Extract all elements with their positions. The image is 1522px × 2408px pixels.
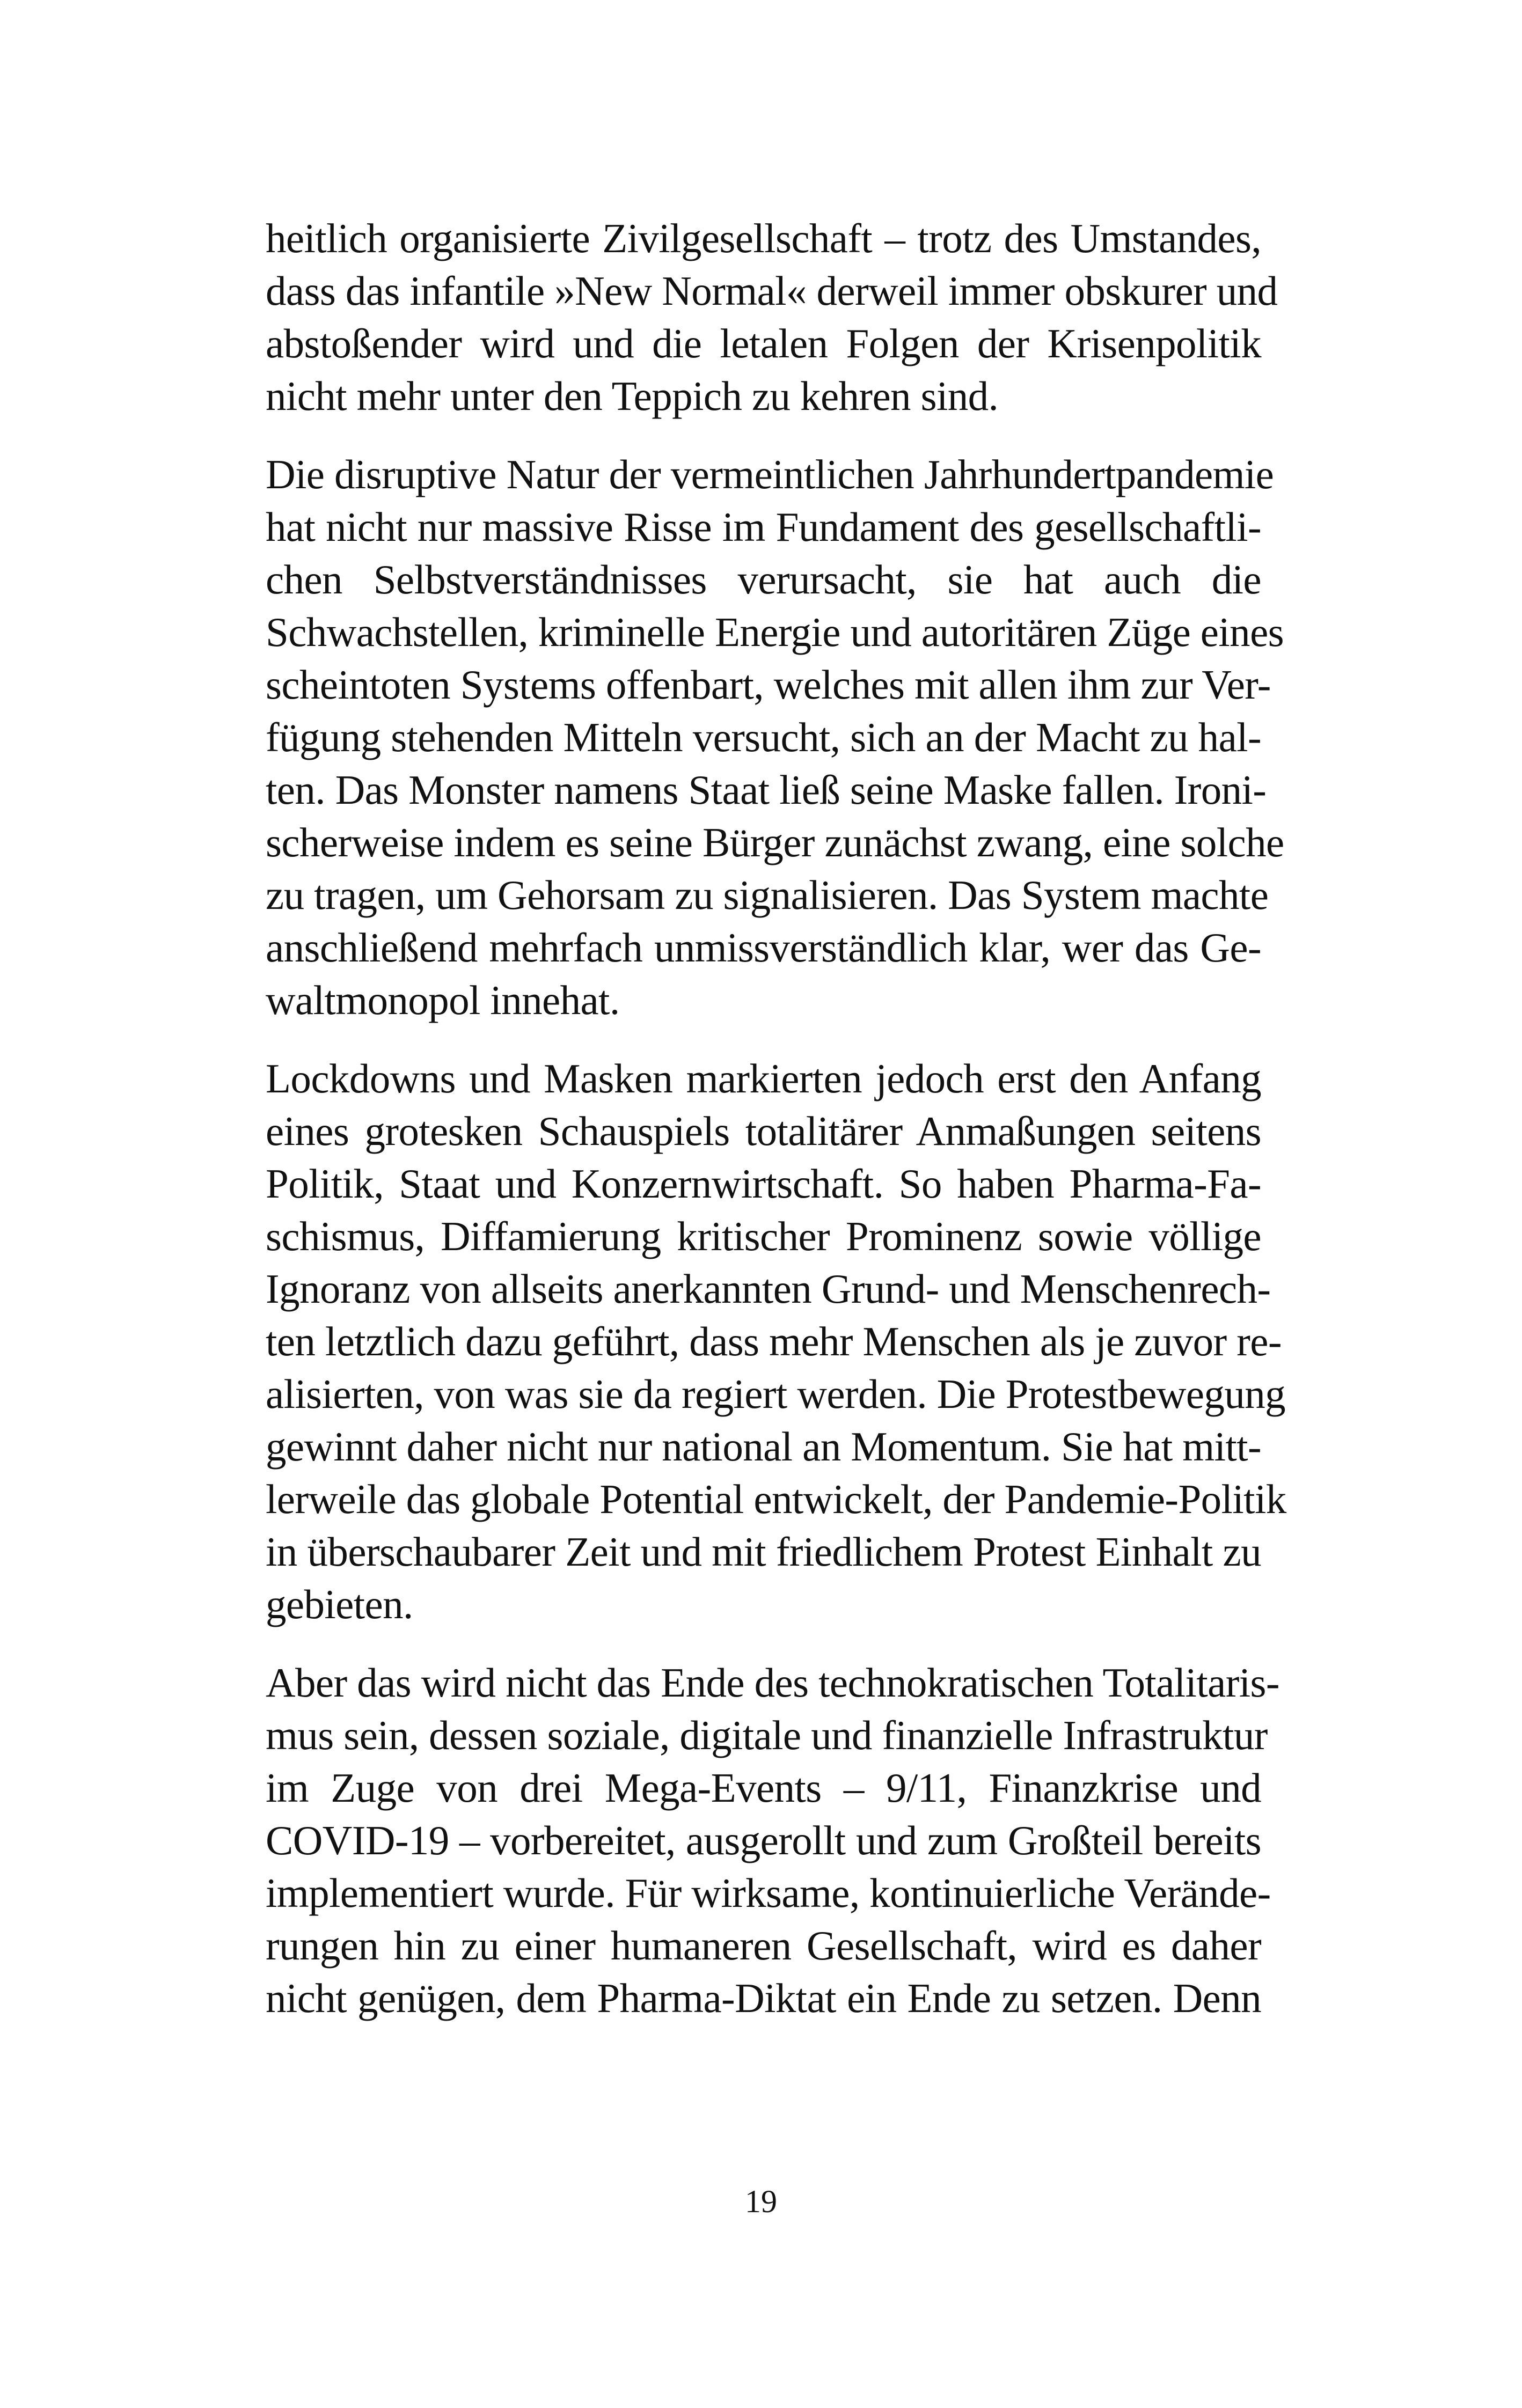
text-line: Lockdowns und Masken markierten jedoch erst den Anfang [266,1055,1261,1102]
paragraph-1 [266,212,1278,422]
text-line: zu tragen, um Gehorsam zu signalisieren. Das System machte [266,872,1269,918]
text-line: hat nicht nur massive Risse im Fundament des gesellschaftli- [266,504,1261,550]
text-line: scherweise indem es seine Bürger zunächst zwang, eine solche [266,819,1284,865]
body-text [266,212,1286,2050]
text-line: abstoßender wird und die letalen Folgen der Krisenpolitik [266,320,1261,366]
page-number: 19 [745,2184,777,2219]
text-line: ten letztlich dazu geführt, dass mehr Menschen als je zuvor re- [266,1318,1282,1364]
text-line: gebieten. [266,1581,413,1627]
text-line: heitlich organisierte Zivilgesellschaft – trotz des Umstandes, [266,215,1261,261]
text-line: COVID-19 – vorbereitet, ausgerollt und zum Großteil bereits [266,1817,1261,1863]
text-line: waltmonopol innehat. [266,977,620,1023]
paragraph-4 [266,1656,1279,2024]
text-line: scheintoten Systems offenbart, welches mit allen ihm zur Ver- [266,662,1271,708]
text-line: mus sein, dessen soziale, digitale und finanzielle Infrastruktur [266,1712,1268,1758]
paragraph-2 [266,448,1284,1026]
text-line: nicht genügen, dem Pharma-Diktat ein Ende zu setzen. Denn [266,1975,1261,2021]
text-line: fügung stehenden Mitteln versucht, sich an der Macht zu hal- [266,714,1261,760]
text-line: anschließend mehrfach unmissverständlich klar, wer das Ge- [266,924,1261,971]
text-line: lerweile das globale Potential entwickelt, der Pandemie-Politik [266,1476,1286,1522]
paragraph-3 [266,1052,1286,1631]
text-line: Aber das wird nicht das Ende des technokratischen Totalitaris- [266,1660,1279,1706]
text-line: ten. Das Monster namens Staat ließ seine Maske fallen. Ironi- [266,767,1267,813]
text-line: chen Selbstverständnisses verursacht, sie hat auch die [266,556,1261,603]
text-line: Politik, Staat und Konzernwirtschaft. So haben Pharma-Fa- [266,1161,1261,1207]
text-line: alisierten, von was sie da regiert werden. Die Protestbewegung [266,1371,1286,1417]
text-line: Die disruptive Natur der vermeintlichen Jahrhundertpandemie [266,451,1274,497]
text-line: gewinnt daher nicht nur national an Momentum. Sie hat mitt- [266,1423,1261,1470]
text-line: Schwachstellen, kriminelle Energie und autoritären Züge eines [266,609,1284,655]
text-line: implementiert wurde. Für wirksame, kontinuierliche Verände- [266,1870,1271,1916]
text-line: rungen hin zu einer humaneren Gesellschaft, wird es daher [266,1922,1261,1969]
text-line: schismus, Diffamierung kritischer Prominenz sowie völlige [266,1213,1261,1259]
text-line: in überschaubarer Zeit und mit friedlichem Protest Einhalt zu [266,1529,1261,1575]
text-line: nicht mehr unter den Teppich zu kehren sind. [266,373,999,419]
text-line: dass das infantile »New Normal« derweil immer obskurer und [266,268,1278,314]
text-line: Ignoranz von allseits anerkannten Grund- und Menschenrech- [266,1266,1271,1312]
text-line: im Zuge von drei Mega-Events – 9/11, Finanzkrise und [266,1765,1261,1811]
text-line: eines grotesken Schauspiels totalitärer Anmaßungen seitens [266,1108,1261,1154]
